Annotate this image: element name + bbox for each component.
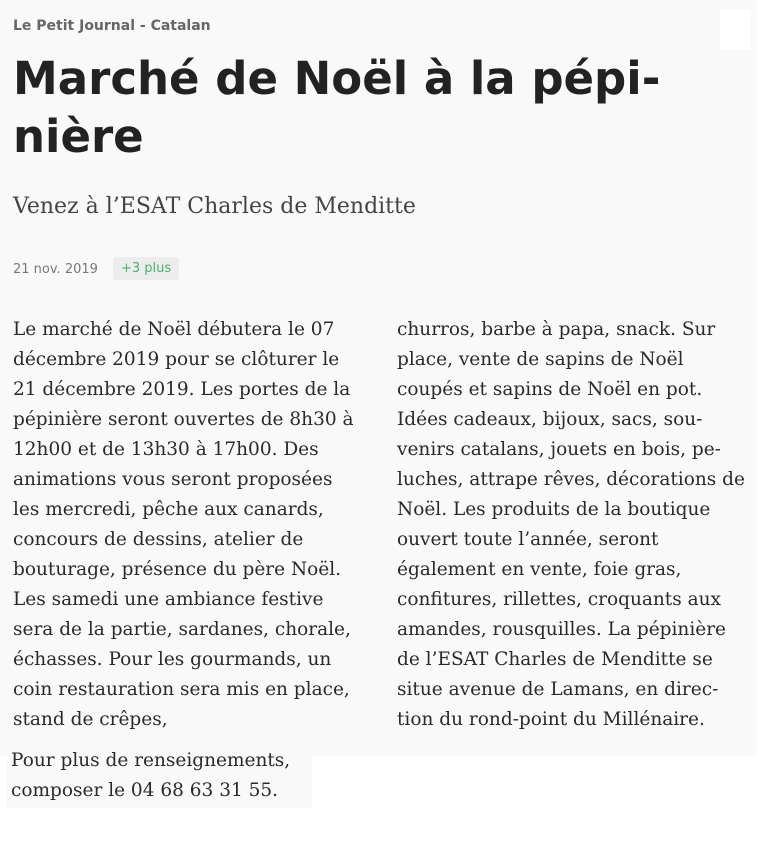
article-body-left-column: Le marché de Noël débutera le 07 décembre 2019 pour se clôturer le 21 décembre 2019. Les portes de la pépinière seront ouvertes de 8h30 à 12h00 et de 13h30 à 17h00. Des animations vous seront proposées les mercredi, pêche aux canards, concours de dessins, atelier de bouturage, présence du père Noël. Les samedi une ambiance festive sera de la partie, sardanes, chorale, échasses. Pour les gourmands, un coin restauration sera mis en place, stand de crêpes,	[13, 319, 354, 730]
article-title: Marché de Noël à la pépinière	[13, 52, 661, 163]
more-tags-button[interactable]: +3 plus	[113, 257, 179, 280]
article-date: 21 nov. 2019	[13, 262, 98, 277]
article-body-right-column: churros, barbe à papa, snack. Sur place, vente de sapins de Noël coupés et sapins de Noël en pot. Idées cadeaux, bijoux, sacs, souvenirs catalans, jouets en bois, peluches, attrape rêves, décorations de Noël. Les produits de la boutique ouvert toute l’année, seront également en vente, foie gras, confitures, rillettes, croquants aux amandes, rousquilles. La pépinière de l’ESAT Charles de Menditte se situe avenue de Lamans, en direction du rond-point du Millénaire.	[397, 319, 745, 730]
publication-name[interactable]: Le Petit Journal - Catalan	[13, 18, 211, 34]
contact-info: Pour plus de renseignements, composer le 04 68 63 31 55.	[11, 750, 291, 801]
article-subtitle: Venez à l’ESAT Charles de Menditte	[13, 194, 416, 219]
corner-placeholder	[720, 9, 751, 49]
